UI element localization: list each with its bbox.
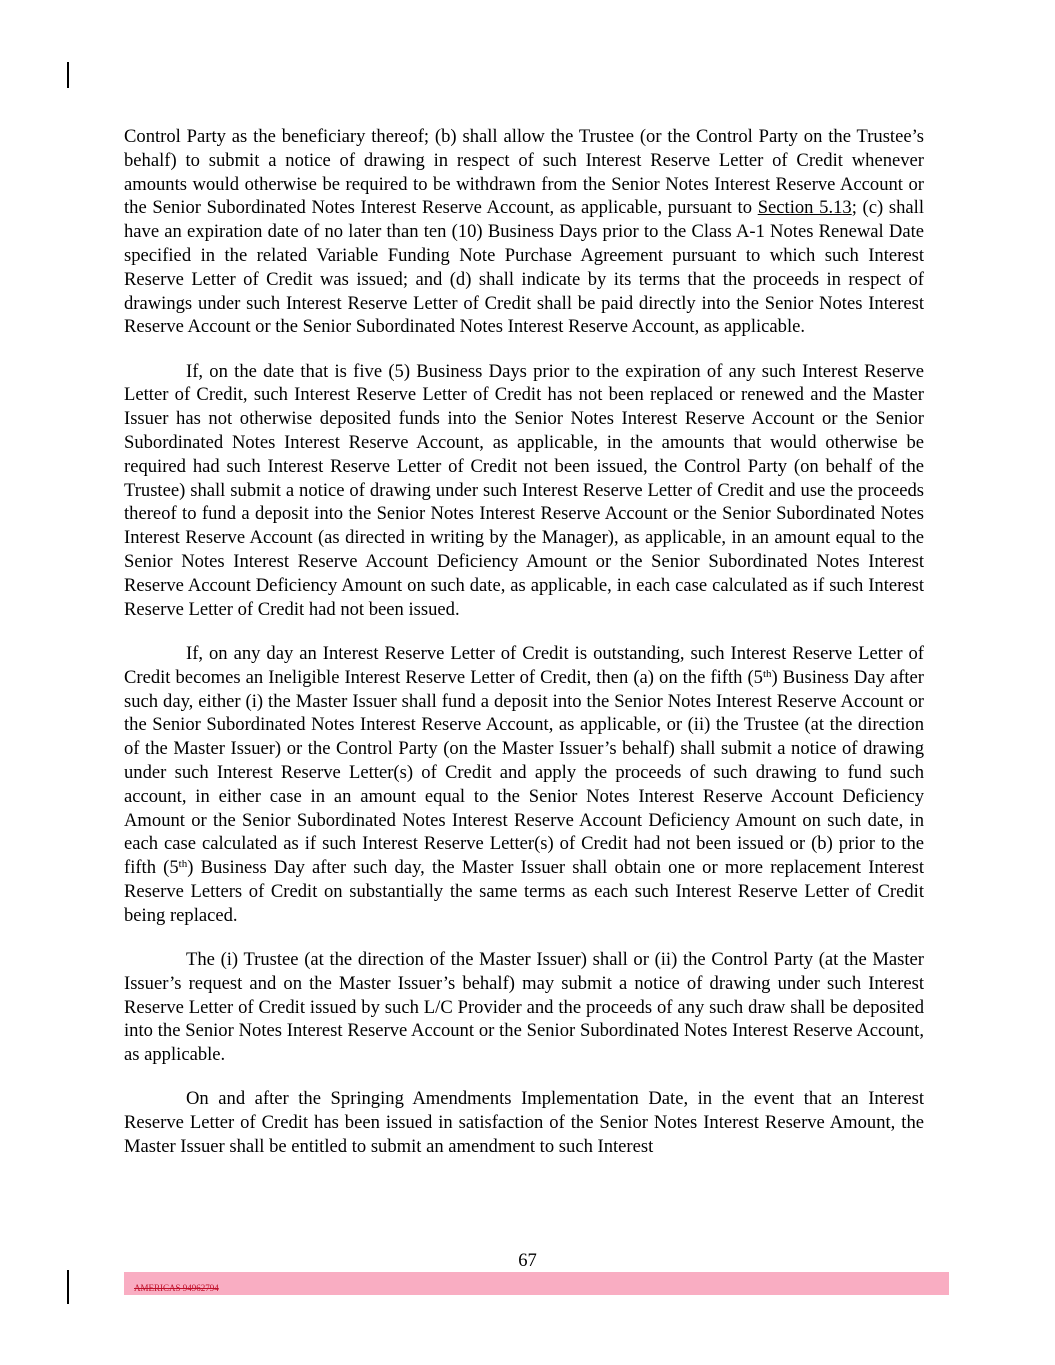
paragraph-2: If, on the date that is five (5) Business Days prior to the expiration of any such Interest Reserve Letter of Credit, such Interest Reserve Letter of Credit has not been replaced or renewed and the Master Issuer has not otherwise deposited funds into the Senior Notes Interest Reserve Account or the Senior Subordinated Notes Interest Reserve Account, as applicable, in the amounts that would otherwise be required had such Interest Reserve Letter of Credit not been issued, the Control Party (on behalf of the Trustee) shall submit a notice of drawing under such Interest Reserve Letter of Credit and use the proceeds thereof to fund a deposit into the Senior Notes Interest Reserve Account or the Senior Subordinated Notes Interest Reserve Account (as directed in writing by the Manager), as applicable, in an amount equal to the Senior Notes Interest Reserve Account Deficiency Amount or the Senior Subordinated Notes Interest Reserve Account Deficiency Amount on such date, as applicable, in each case calculated as if such Interest Reserve Letter of Credit had not been issued. — [124, 360, 924, 620]
footer-highlight-band — [124, 1272, 949, 1295]
paragraph-1-text-a: Control Party as the beneficiary thereof; (b) shall allow the Trustee (or the Control Party on the Trustee’s behalf) to submit a notice of drawing in respect of such Interest Reserve Letter of Credit whenever amounts would otherwise be required to be withdrawn from the Senior Notes Interest Reserve Account or the Senior Subordinated Notes Interest Reserve Account, as applicable, pursuant to — [124, 126, 924, 219]
paragraph-3 — [124, 642, 924, 928]
page-number: 67 — [518, 1250, 537, 1271]
paragraph-3-text-b: ) Business Day after such day, either (i) the Master Issuer shall fund a deposit into the Senior Notes Interest Reserve Account or the Senior Subordinated Notes Interest Reserve Account, as applicable, or (ii) the Trustee (at the direction of the Master Issuer) or the Control Party (on the Master Issuer’s behalf) shall submit a notice of drawing under such Interest Reserve Letter(s) of Credit and apply the proceeds of such drawing to fund such account, in either case in an amount equal to the Senior Notes Interest Reserve Account Deficiency Amount or the Senior Subordinated Notes Interest Reserve Account Deficiency Amount on such date, in each case calculated as if such Interest Reserve Letter(s) of Credit had not been issued or (b) prior to the fifth (5 — [124, 666, 924, 879]
revision-change-bar-top — [67, 62, 69, 88]
ordinal-superscript: th — [762, 667, 772, 680]
paragraph-4: The (i) Trustee (at the direction of the Master Issuer) shall or (ii) the Control Party (at the Master Issuer’s request and on the Master Issuer’s behalf) may submit a notice of drawing under such Interest Reserve Letter of Credit issued by such L/C Provider and the proceeds of any such draw shall be deposited into the Senior Notes Interest Reserve Account or the Senior Subordinated Notes Interest Reserve Account, as applicable. — [124, 949, 924, 1066]
ordinal-superscript: th — [178, 858, 188, 871]
document-id: AMERICAS 94962794 — [134, 1283, 219, 1293]
document-body — [124, 125, 924, 1179]
section-reference-link[interactable]: Section 5.13 — [757, 197, 852, 219]
paragraph-3-text-c: ) Business Day after such day, the Master Issuer shall obtain one or more replacement Interest Reserve Letters of Credit on substantially the same terms as each such Interest Reserve Letter of Credit being replaced. — [124, 857, 924, 926]
paragraph-3-text-a: If, on any day an Interest Reserve Letter of Credit is outstanding, such Interest Reserve Letter of Credit becomes an Ineligible Interest Reserve Letter of Credit, then (a) on the fifth (5 — [124, 642, 924, 688]
paragraph-1-text-b: ; (c) shall have an expiration date of no later than ten (10) Business Days prior to the Class A-1 Notes Renewal Date specified in the related Variable Funding Note Purchase Agreement pursuant to which such Interest Reserve Letter of Credit was issued; and (d) shall indicate by its terms that the proceeds in respect of drawings under such Interest Reserve Letter of Credit shall be paid directly into the Senior Notes Interest Reserve Account or the Senior Subordinated Notes Interest Reserve Account, as applicable. — [124, 197, 925, 338]
revision-change-bar-bottom — [67, 1270, 69, 1304]
paragraph-1 — [124, 125, 924, 339]
paragraph-5: On and after the Springing Amendments Implementation Date, in the event that an Interest Reserve Letter of Credit has been issued in satisfaction of the Senior Notes Interest Reserve Amount, the Master Issuer shall be entitled to submit an amendment to such Interest — [124, 1088, 924, 1158]
